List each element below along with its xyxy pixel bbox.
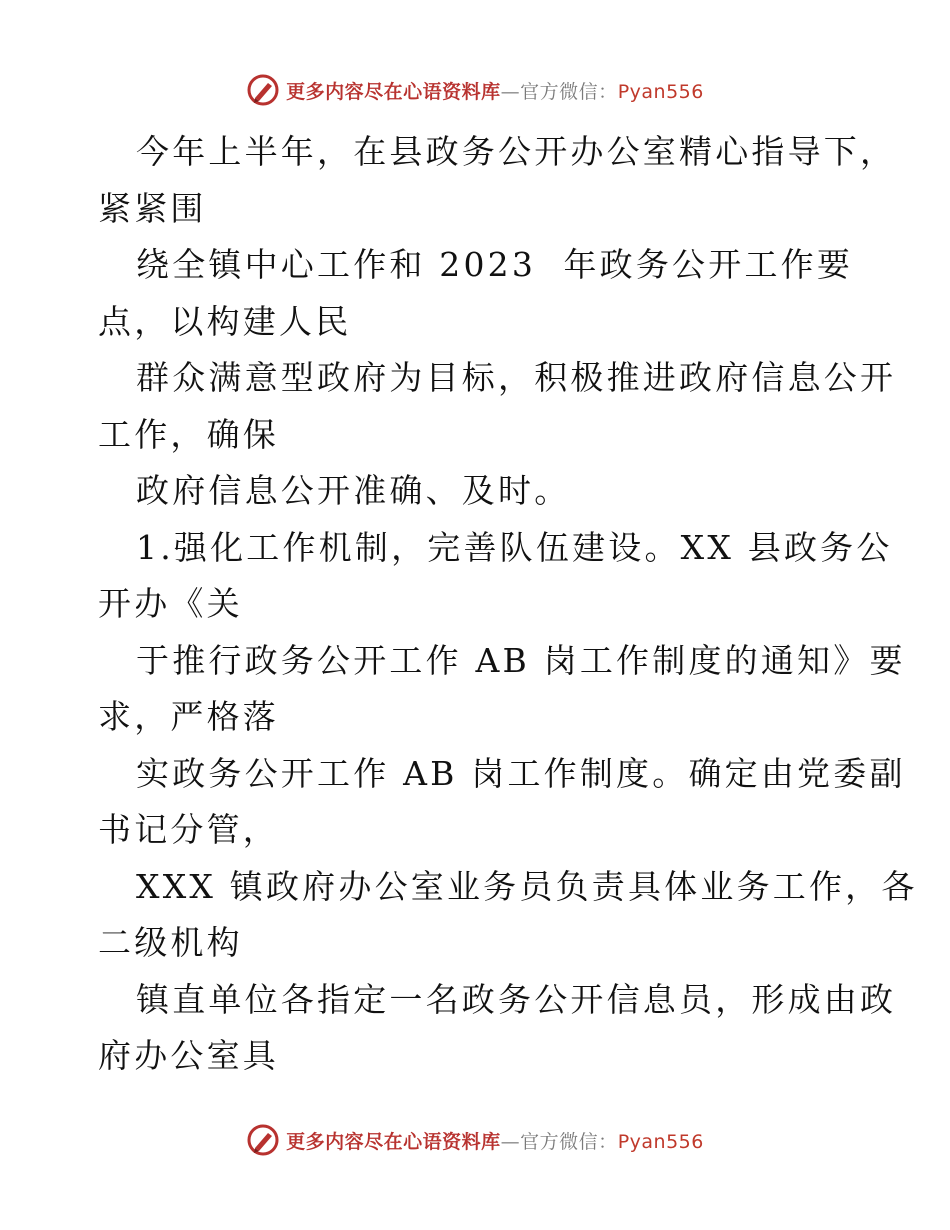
pen-logo-icon: [246, 1123, 280, 1157]
text-line: 二级机构: [98, 923, 243, 962]
banner-text: [286, 1127, 704, 1154]
pen-logo-icon: [246, 73, 280, 107]
banner-wechat-id: Pyan556: [617, 1130, 704, 1153]
banner-wechat-id: Pyan556: [617, 80, 704, 103]
banner-separator: —: [500, 1130, 521, 1153]
text-line: 开办《关: [98, 584, 243, 623]
banner-text: [286, 77, 704, 104]
banner-main-text: 更多内容尽在心语资料库: [286, 80, 501, 103]
text-line: 群众满意型政府为目标，积极推进政府信息公开: [136, 358, 897, 397]
text-line: 紧紧围: [98, 188, 207, 228]
text-line: 书记分管，: [98, 810, 279, 849]
footer-banner: [0, 1120, 950, 1160]
text-line: 府办公室具: [98, 1036, 279, 1075]
banner-wechat-label: 官方微信：: [520, 1130, 618, 1153]
text-line: 点，以构建人民: [98, 301, 352, 341]
text-line: 镇直单位各指定一名政务公开信息员，形成由政: [136, 979, 897, 1019]
header-banner: [0, 70, 950, 110]
banner-main-text: 更多内容尽在心语资料库: [286, 1130, 501, 1153]
text-line: XXX 镇政府办公室业务员负责具体业务工作，各: [136, 866, 918, 906]
banner-separator: —: [500, 80, 521, 103]
text-line: 绕全镇中心工作和 2023 年政务公开工作要: [136, 245, 854, 284]
text-line: 求，严格落: [98, 697, 279, 736]
text-line: 于推行政务公开工作 AB 岗工作制度的通知》要: [136, 640, 906, 680]
text-line: 今年上半年，在县政务公开办公室精心指导下，: [136, 132, 897, 171]
text-line: 工作，确保: [98, 414, 279, 454]
banner-wechat-label: 官方微信：: [520, 80, 618, 103]
text-line: 实政务公开工作 AB 岗工作制度。确定由党委副: [136, 753, 906, 793]
document-body: [98, 124, 918, 1085]
text-line: 1.强化工作机制，完善队伍建设。XX 县政务公: [136, 527, 893, 567]
text-line: 政府信息公开准确、及时。: [136, 471, 571, 510]
